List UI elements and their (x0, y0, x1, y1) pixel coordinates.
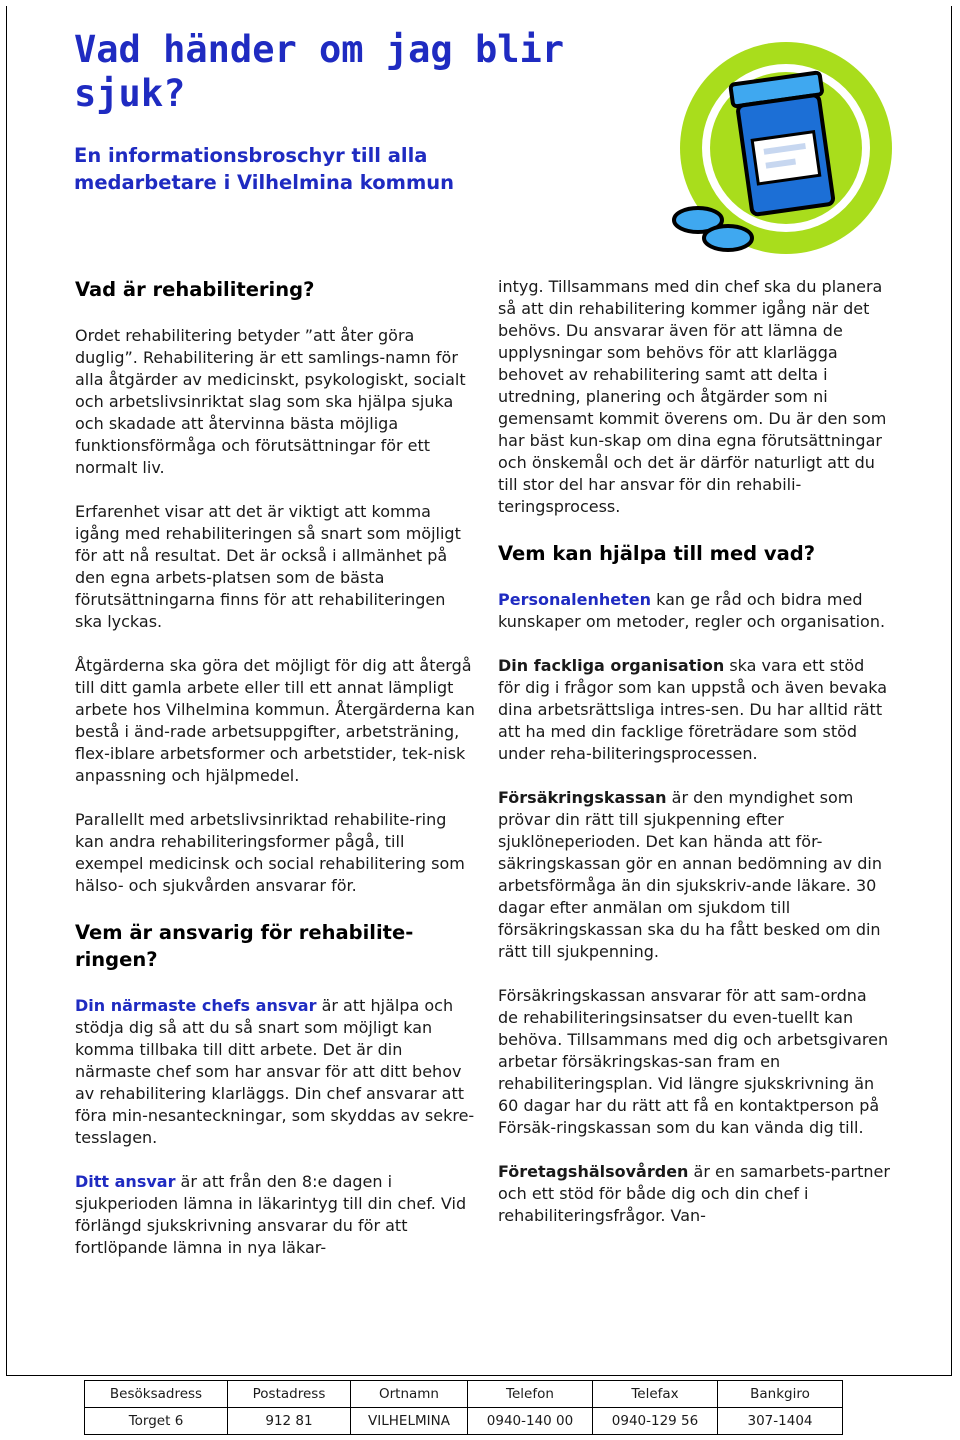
body-text: ska vara ett stöd för dig i frågor som kan uppstå och även bevaka dina arbetsrättsliga intres-sen. Du har alltid rätt att ha med din facklige företrädare som stöd under reha-biliteringsprocessen. (498, 656, 888, 763)
lead-text: Ditt ansvar (75, 1172, 176, 1191)
right-column (498, 276, 890, 1249)
contact-value: 307-1404 (718, 1408, 843, 1435)
body-text: är att hjälpa och stödja dig så att du så snart som möjligt kan komma tillbaka till ditt arbete. Det är din närmaste chef som har ansvar för att ditt behov av rehabilitering klarläggs. Din chef ansvarar att föra min-nesanteckningar, som skyddas av sekre-tesslagen. (75, 996, 475, 1147)
pill-bottle-icon (654, 36, 904, 266)
contact-value: 0940-140 00 (468, 1408, 593, 1435)
paragraph (75, 1171, 475, 1259)
heading-rehabilitering: Vad är rehabilitering? (75, 278, 315, 301)
body-text: är att från den 8:e dagen i sjukperioden lämna in läkarintyg till din chef. Vid förlängd sjukskrivning ansvarar du för att fortlöpande lämna in nya läkar- (75, 1172, 467, 1257)
paragraph: intyg. Tillsammans med din chef ska du planera så att din rehabilitering kommer igång när det behövs. Du ansvarar även för att lämna de upplysningar som behövs för att klarlägga behovet av rehabilitering samt att delta i utredning, planering och åtgärder som ni gemensamt kommit överens om. Du är den som har bäst kun-skap om dina egna förutsättningar och önskemål och det är därför naturligt att du till stor del har ansvar för din rehabili-teringsprocess. (498, 277, 887, 516)
body-text: är den myndighet som prövar din rätt till sjukpenning efter sjuklöneperioden. Det kan hända att för-säkringskassan gör en annan bedömning av din arbetsförmåga än din sjukskriv-ande läkare. 30 dagar efter anmälan om sjukdom till försäkringskassan ska du ha fått besked om din rätt till sjukpenning. (498, 788, 882, 961)
lead-text: Personalenheten (498, 590, 652, 609)
contact-table (84, 1380, 843, 1435)
lead-text: Försäkringskassan (498, 788, 667, 807)
heading-vem-kan-hjalpa: Vem kan hjälpa till med vad? (498, 542, 816, 565)
page-subtitle: En informationsbroschyr till alla medarbetare i Vilhelmina kommun (74, 144, 455, 194)
paragraph: Ordet rehabilitering betyder ”att åter göra duglig”. Rehabilitering är ett samlings-namn för alla åtgärder av medicinskt, psykologiskt, socialt och arbetslivsinriktat slag som ska hjälpa sjuka och skadade att återvinna bästa möjliga funktionsförmåga och förutsättningar för ett normalt liv. (75, 326, 466, 477)
contact-value: 912 81 (228, 1408, 351, 1435)
lead-text: Företagshälsovården (498, 1162, 689, 1181)
page-title: Vad händer om jag blir sjuk? (74, 28, 565, 115)
contact-header: Telefon (468, 1381, 593, 1408)
contact-value: Torget 6 (85, 1408, 228, 1435)
contact-value: 0940-129 56 (593, 1408, 718, 1435)
body-text: är en samarbets-partner och ett stöd för både dig och din chef i rehabiliteringsfrågor. Van- (498, 1162, 890, 1225)
paragraph (75, 995, 475, 1149)
lead-text: Din närmaste chefs ansvar (75, 996, 317, 1015)
contact-header-row (85, 1381, 843, 1408)
contact-value-row (85, 1408, 843, 1435)
paragraph (498, 1161, 890, 1227)
paragraph (498, 787, 890, 963)
contact-value: VILHELMINA (351, 1408, 468, 1435)
paragraph (498, 655, 890, 765)
lead-text: Din fackliga organisation (498, 656, 725, 675)
contact-header: Postadress (228, 1381, 351, 1408)
contact-header: Ortnamn (351, 1381, 468, 1408)
paragraph: Erfarenhet visar att det är viktigt att komma igång med rehabiliteringen så snart som möjligt för att nå resultat. Det är också i allmänhet på den egna arbets-platsen som de bästa förutsättningarna finns för att rehabiliteringen ska lyckas. (75, 502, 461, 631)
left-column (75, 276, 475, 1281)
contact-header: Besöksadress (85, 1381, 228, 1408)
paragraph (498, 589, 890, 633)
heading-ansvarig: Vem är ansvarig för rehabilite-ringen? (75, 921, 414, 971)
paragraph: Åtgärderna ska göra det möjligt för dig att återgå till ditt gamla arbete eller till ett annat lämpligt arbete hos Vilhelmina kommun. Återgärderna kan bestå i änd-rade arbetsuppgifter, arbetsträning, flex-iblare arbetsformer och arbetstider, tek-nisk anpassning och hjälpmedel. (75, 656, 475, 785)
contact-header: Telefax (593, 1381, 718, 1408)
contact-header: Bankgiro (718, 1381, 843, 1408)
paragraph: Försäkringskassan ansvarar för att sam-ordna de rehabiliteringsinsatser du even-tuellt kan behöva. Tillsammans med dig och arbetsgivaren arbetar försäkringskas-san fram en rehabiliteringsplan. Vid längre sjukskrivning än 60 dagar har du rätt att få en kontaktperson på Försäk-ringskassan som du kan vända dig till. (498, 986, 889, 1137)
paragraph: Parallellt med arbetslivsinriktad rehabilite-ring kan andra rehabiliteringsformer pågå, till exempel medicinsk och social rehabilitering som hälso- och sjukvården ansvarar för. (75, 810, 465, 895)
body-text: kan ge råd och bidra med kunskaper om metoder, regler och organisation. (498, 590, 886, 631)
